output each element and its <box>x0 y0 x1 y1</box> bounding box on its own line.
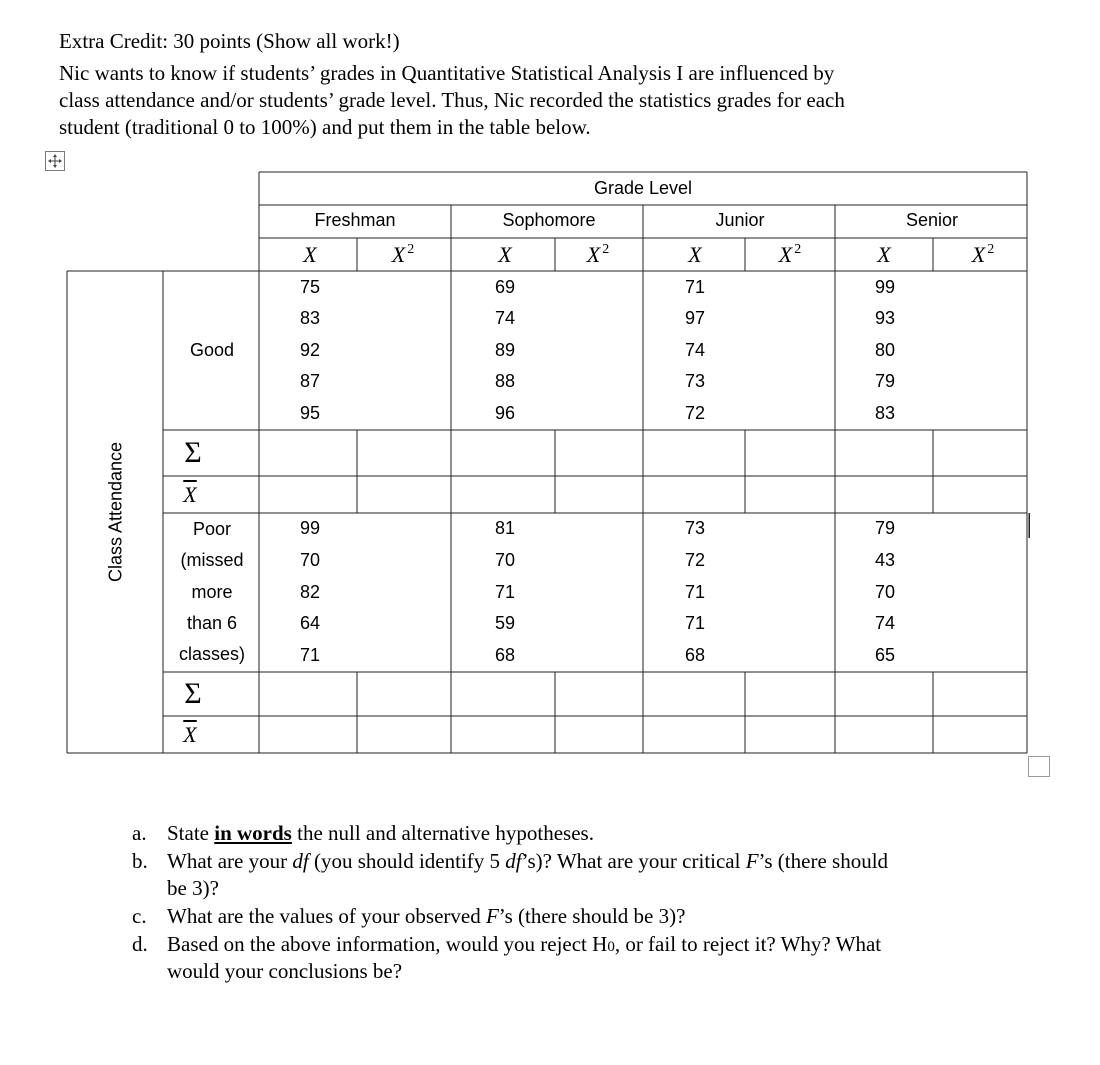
poor-sophomore-2: 70 <box>494 550 516 570</box>
question-letter: d. <box>132 932 148 956</box>
good-freshman-5: 95 <box>299 403 321 423</box>
poor-freshman-1: 99 <box>299 518 321 538</box>
good-sophomore-4: 88 <box>494 371 516 391</box>
good-mean-symbol: $\overline{X}$ <box>183 482 197 507</box>
poor-senior-3: 70 <box>874 582 896 602</box>
good-freshman-2: 83 <box>299 308 321 328</box>
good-senior-1: 99 <box>874 277 896 297</box>
poor-junior-1: 73 <box>684 518 706 538</box>
poor-freshman-4: 64 <box>299 613 321 633</box>
col-freshman: Freshman <box>314 210 396 230</box>
grade-level-header: Grade Level <box>593 178 693 198</box>
good-row-label: Good <box>189 340 235 360</box>
good-sophomore-2: 74 <box>494 308 516 328</box>
good-senior-2: 93 <box>874 308 896 328</box>
question-text: be 3)? <box>167 876 219 900</box>
x-header: X <box>303 242 317 267</box>
poor-senior-1: 79 <box>874 518 896 538</box>
question-b-cont <box>0 875 1100 902</box>
good-junior-2: 97 <box>684 308 706 328</box>
question-b <box>0 848 1100 875</box>
intro-line-3: student (traditional 0 to 100%) and put them in the table below. <box>59 115 591 139</box>
question-text: State in words the null and alternative hypotheses. <box>167 821 594 845</box>
question-a <box>0 820 1100 847</box>
poor-sophomore-3: 71 <box>494 582 516 602</box>
poor-sophomore-5: 68 <box>494 645 516 665</box>
x-header: X <box>877 242 891 267</box>
good-freshman-4: 87 <box>299 371 321 391</box>
question-text: would your conclusions be? <box>167 959 403 983</box>
poor-label-line-1: Poor <box>192 519 232 539</box>
question-letter: a. <box>132 821 147 845</box>
good-sophomore-3: 89 <box>494 340 516 360</box>
question-d-cont <box>0 958 1100 985</box>
question-c <box>0 903 1100 930</box>
col-junior: Junior <box>715 210 765 230</box>
table-resize-handle[interactable] <box>1028 756 1050 777</box>
poor-sophomore-1: 81 <box>494 518 516 538</box>
x-header: X <box>688 242 702 267</box>
assignment-heading: Extra Credit: 30 points (Show all work!) <box>59 29 400 53</box>
good-freshman-1: 75 <box>299 277 321 297</box>
question-letter: b. <box>132 849 148 873</box>
good-junior-1: 71 <box>684 277 706 297</box>
poor-freshman-5: 71 <box>299 645 321 665</box>
poor-junior-3: 71 <box>684 582 706 602</box>
poor-junior-5: 68 <box>684 645 706 665</box>
question-text: What are the values of your observed F’s (there should be 3)? <box>167 904 686 928</box>
poor-freshman-3: 82 <box>299 582 321 602</box>
poor-label-line-5: classes) <box>178 644 246 664</box>
question-d <box>0 931 1100 958</box>
good-senior-5: 83 <box>874 403 896 423</box>
poor-label-line-4: than 6 <box>186 613 238 633</box>
good-sophomore-5: 96 <box>494 403 516 423</box>
col-sophomore: Sophomore <box>502 210 596 230</box>
poor-sum-symbol: Σ <box>184 677 202 710</box>
x-header: X <box>498 242 512 267</box>
question-text: What are your df (you should identify 5 df’s)? What are your critical F’s (there should <box>167 849 889 873</box>
poor-freshman-2: 70 <box>299 550 321 570</box>
x-squared-header: X $^2$ <box>391 242 415 267</box>
good-junior-3: 74 <box>684 340 706 360</box>
question-letter: c. <box>132 904 147 928</box>
good-sophomore-1: 69 <box>494 277 516 297</box>
question-text: Based on the above information, would you reject H0, or fail to reject it? Why? What <box>167 932 882 956</box>
intro-line-2: class attendance and/or students’ grade level. Thus, Nic recorded the statistics grades for each <box>59 88 845 112</box>
poor-junior-2: 72 <box>684 550 706 570</box>
x-squared-header: X $^2$ <box>971 242 995 267</box>
poor-sophomore-4: 59 <box>494 613 516 633</box>
good-senior-3: 80 <box>874 340 896 360</box>
emphasis-in-words: in words <box>214 821 292 845</box>
good-junior-5: 72 <box>684 403 706 423</box>
class-attendance-label: Class Attendance <box>105 441 126 583</box>
poor-label-line-2: (missed <box>180 550 244 570</box>
poor-junior-4: 71 <box>684 613 706 633</box>
poor-senior-4: 74 <box>874 613 896 633</box>
good-junior-4: 73 <box>684 371 706 391</box>
good-sum-symbol: Σ <box>184 436 202 469</box>
poor-mean-symbol: $\overline{X}$ <box>183 722 197 747</box>
intro-line-1: Nic wants to know if students’ grades in Quantitative Statistical Analysis I are influenced by <box>59 61 835 85</box>
poor-label-line-3: more <box>191 582 233 602</box>
good-freshman-3: 92 <box>299 340 321 360</box>
col-senior: Senior <box>905 210 959 230</box>
x-squared-header: X $^2$ <box>778 242 802 267</box>
x-squared-header: X $^2$ <box>586 242 610 267</box>
poor-senior-5: 65 <box>874 645 896 665</box>
good-senior-4: 79 <box>874 371 896 391</box>
poor-senior-2: 43 <box>874 550 896 570</box>
